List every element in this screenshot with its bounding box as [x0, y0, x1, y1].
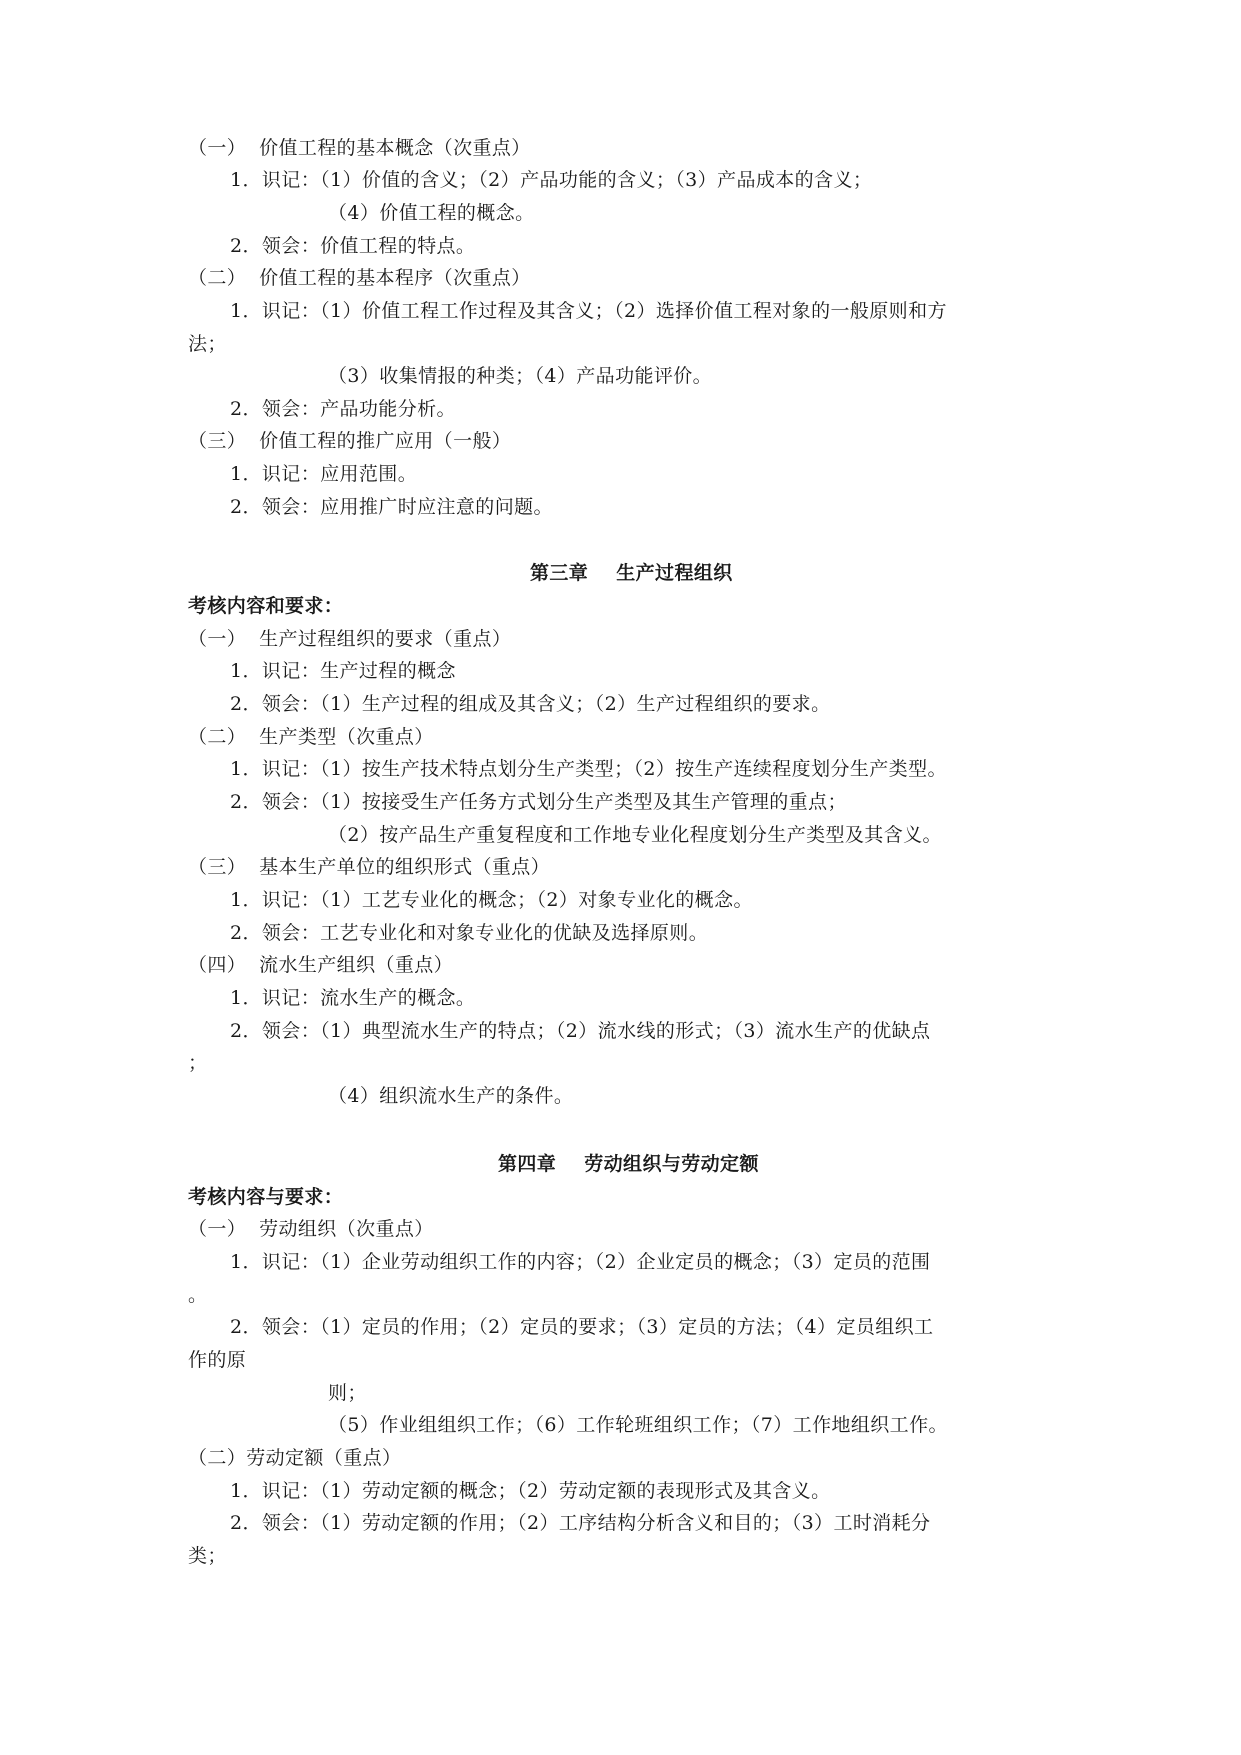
- section-heading: （二） 价值工程的基本程序（次重点）: [188, 267, 531, 289]
- section-heading: （三） 基本生产单位的组织形式（重点）: [188, 856, 551, 878]
- list-item-continuation: （4）价值工程的概念。: [328, 202, 535, 224]
- list-item-continuation: （2）按产品生产重复程度和工作地专业化程度划分生产类型及其含义。: [328, 824, 942, 846]
- list-item: 2．领会：（1）典型流水生产的特点；（2）流水线的形式；（3）流水生产的优缺点: [230, 1020, 931, 1042]
- section-heading: （二）劳动定额（重点）: [188, 1447, 402, 1469]
- list-item-continuation: 类；: [188, 1545, 227, 1567]
- section-heading: （四） 流水生产组织（重点）: [188, 954, 454, 976]
- section-heading: （一） 劳动组织（次重点）: [188, 1218, 434, 1240]
- list-item: 2．领会：应用推广时应注意的问题。: [230, 496, 553, 518]
- requirements-heading: 考核内容与要求：: [188, 1186, 344, 1208]
- list-item: 1．识记：（1）按生产技术特点划分生产类型；（2）按生产连续程度划分生产类型。: [230, 758, 947, 780]
- list-item: 1．识记：（1）企业劳动组织工作的内容；（2）企业定员的概念；（3）定员的范围: [230, 1251, 931, 1273]
- list-item: 2．领会：（1）定员的作用；（2）定员的要求；（3）定员的方法；（4）定员组织工: [230, 1316, 934, 1338]
- list-item-continuation: 。: [188, 1284, 208, 1306]
- list-item: 1．识记：流水生产的概念。: [230, 987, 476, 1009]
- list-item: 1．识记：（1）劳动定额的概念；（2）劳动定额的表现形式及其含义。: [230, 1480, 831, 1502]
- section-heading: （三） 价值工程的推广应用（一般）: [188, 430, 512, 452]
- list-item: 2．领会：价值工程的特点。: [230, 235, 476, 257]
- list-item: 1．识记：（1）价值工程工作过程及其含义；（2）选择价值工程对象的一般原则和方: [230, 300, 947, 322]
- list-item-continuation: 法；: [188, 333, 227, 355]
- list-item: 2．领会：（1）劳动定额的作用；（2）工序结构分析含义和目的；（3）工时消耗分: [230, 1512, 931, 1534]
- list-item: 1．识记：（1）工艺专业化的概念；（2）对象专业化的概念。: [230, 889, 753, 911]
- list-item-continuation: 作的原: [188, 1349, 247, 1371]
- list-item: 1．识记：应用范围。: [230, 463, 418, 485]
- list-item-continuation: ；: [188, 1052, 208, 1074]
- list-item: 2．领会：工艺专业化和对象专业化的优缺及选择原则。: [230, 922, 709, 944]
- section-heading: （一） 生产过程组织的要求（重点）: [188, 628, 512, 650]
- list-item-continuation: （5）作业组组织工作；（6）工作轮班组织工作；（7）工作地组织工作。: [328, 1414, 948, 1436]
- list-item-continuation: （3）收集情报的种类；（4）产品功能评价。: [328, 365, 713, 387]
- list-item: 2．领会：（1）生产过程的组成及其含义；（2）生产过程组织的要求。: [230, 693, 831, 715]
- list-item: 2．领会：（1）按接受生产任务方式划分生产类型及其生产管理的重点；: [230, 791, 847, 813]
- list-item-continuation: 则；: [328, 1382, 367, 1404]
- chapter-title: 第三章 生产过程组织: [530, 562, 733, 584]
- list-item: 2．领会：产品功能分析。: [230, 398, 456, 420]
- requirements-heading: 考核内容和要求：: [188, 595, 344, 617]
- list-item: 1．识记：（1）价值的含义；（2）产品功能的含义；（3）产品成本的含义；: [230, 169, 873, 191]
- list-item: 1．识记：生产过程的概念: [230, 660, 456, 682]
- chapter-title: 第四章 劳动组织与劳动定额: [498, 1153, 759, 1175]
- list-item-continuation: （4）组织流水生产的条件。: [328, 1085, 574, 1107]
- section-heading: （二） 生产类型（次重点）: [188, 726, 434, 748]
- section-heading: （一） 价值工程的基本概念（次重点）: [188, 137, 531, 159]
